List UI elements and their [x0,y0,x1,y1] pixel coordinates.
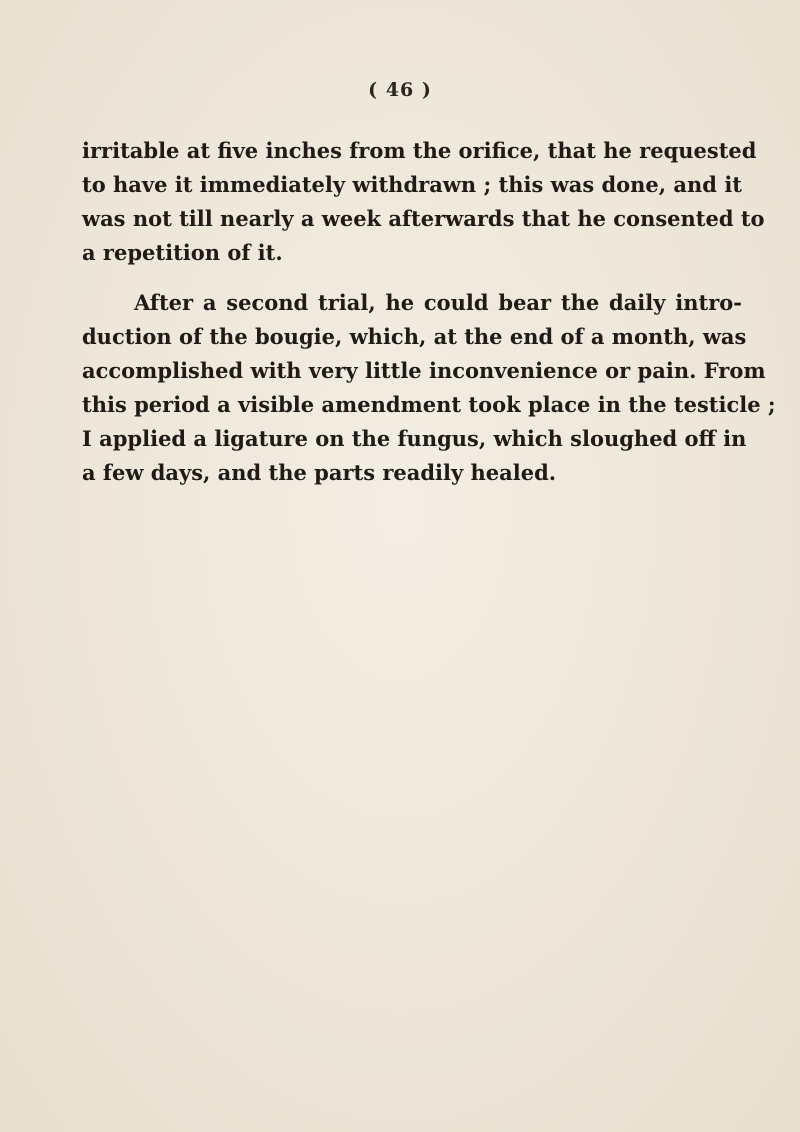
text-line: After a second trial, he could bear the daily intro- [134,290,742,315]
text-line: I applied a ligature on the fungus, which sloughed off in [82,426,747,451]
paragraph-2 [82,286,776,490]
text-line: a repetition of it. [82,240,283,265]
text-line: duction of the bougie, which, at the end of a month, was [82,324,747,349]
text-line: a few days, and the parts readily healed. [82,460,557,485]
text-line: was not till nearly a week afterwards that he consented to [82,206,765,231]
text-line: to have it immediately withdrawn ; this was done, and it [82,172,742,197]
paragraph-1 [82,134,765,270]
text-line: irritable at five inches from the orifice, that he requested [82,138,757,163]
text-line: this period a visible amendment took place in the testicle ; [82,392,776,417]
page-number: ( 46 ) [368,79,432,101]
text-line: accomplished with very little inconvenience or pain. From [82,358,766,383]
